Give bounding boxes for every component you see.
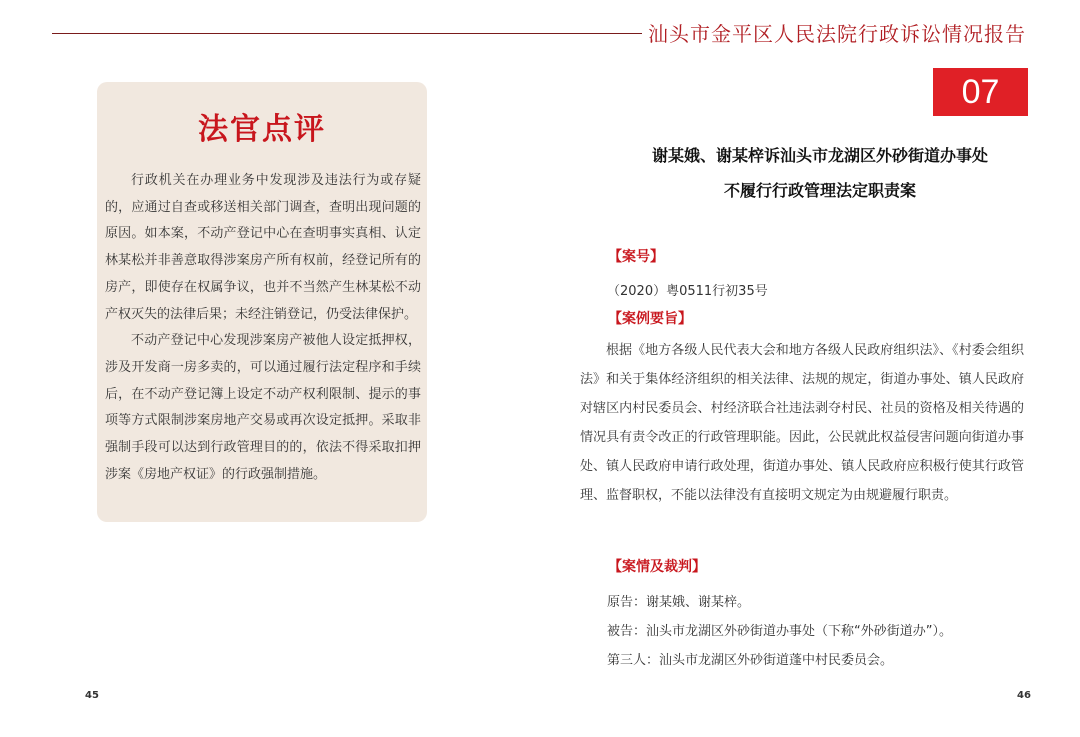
case-title-line-1: 谢某娥、谢某梓诉汕头市龙湖区外砂街道办事处 (651, 146, 988, 165)
comment-paragraph: 不动产登记中心发现涉案房产被他人设定抵押权，涉及开发商一房多卖的，可以通过履行法定程序和手续后，在不动产登记簿上设定不动产权利限制、提示的事项等方式限制涉案房地产交易或再次设定抵押。采取非强制手段可以达到行政管理目的的，依法不得采取扣押涉案《房地产权证》的行政强制措施。 (105, 333, 421, 482)
case-summary-text (580, 336, 1024, 510)
judge-comment-body (105, 168, 421, 488)
summary-paragraph: 根据《地方各级人民代表大会和地方各级人民政府组织法》、《村委会组织法》和关于集体经济组织的相关法律、法规的规定，街道办事处、镇人民政府对辖区内村民委员会、村经济联合社违法剥夺村民、社员的资格及相关待遇的情况具有责令改正的行政管理职能。因此，公民就此权益侵害问题向街道办事处、镇人民政府申请行政处理，街道办事处、镇人民政府应积极行使其行政管理、监督职权，不能以法律没有直接明文规定为由规避履行职责。 (580, 343, 1024, 503)
case-title-line-2: 不履行行政管理法定职责案 (723, 181, 916, 200)
plaintiff-line: 原告：谢某娥、谢某梓。 (607, 595, 751, 610)
report-header-title: 汕头市金平区人民法院行政诉讼情况报告 (648, 22, 1026, 46)
judge-comment-title: 法官点评 (198, 112, 326, 147)
comment-paragraph: 行政机关在办理业务中发现涉及违法行为或存疑的，应通过自查或移送相关部门调查，查明出现问题的原因。如本案，不动产登记中心在查明事实真相、认定林某松并非善意取得涉案房产所有权前，经登记所有的房产，即使存在权属争议，也并不当然产生林某松不动产权灭失的法律后果；未经注销登记，仍受法律保护。 (105, 173, 421, 322)
third-party-line: 第三人：汕头市龙湖区外砂街道蓬中村民委员会。 (607, 653, 894, 668)
case-number-badge: 07 (933, 68, 1028, 116)
case-number-label: 【案号】 (608, 249, 664, 265)
defendant-line: 被告：汕头市龙湖区外砂街道办事处（下称“外砂街道办”）。 (607, 624, 952, 639)
case-facts-label: 【案情及裁判】 (608, 559, 706, 575)
header-rule (52, 33, 642, 34)
right-page-number: 46 (1017, 690, 1031, 701)
case-summary-label: 【案例要旨】 (608, 311, 692, 327)
case-number-value: （2020）粤0511行初35号 (607, 284, 768, 299)
judge-comment-panel (97, 82, 427, 522)
left-page-number: 45 (85, 690, 99, 701)
